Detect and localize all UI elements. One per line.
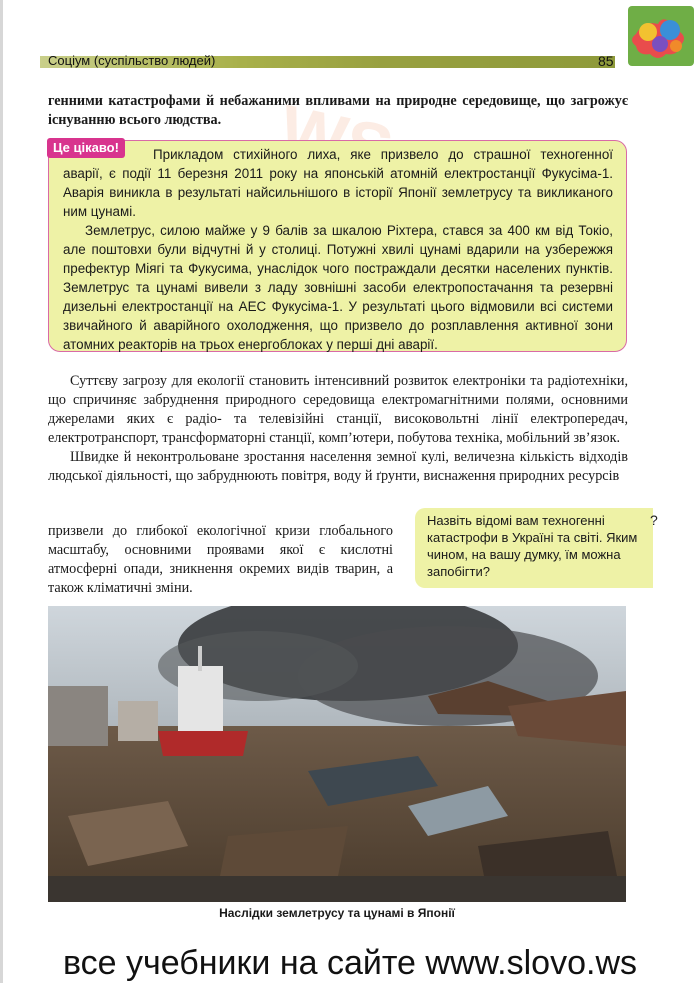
info-box-text <box>63 145 613 354</box>
site-footer: все учебники на сайте www.slovo.ws <box>62 944 637 982</box>
intro-paragraph: генними катастрофами й небажаними впливами на природне середовище, що загрожує існуванню всього людства. <box>48 93 628 128</box>
main-text <box>48 372 628 486</box>
photo-caption: Наслідки землетрусу та цунамі в Японії <box>219 906 455 920</box>
question-mark-icon: ? <box>650 512 658 528</box>
question-text: Назвіть відомі вам техногенні катастрофи в Україні та світі. Яким чином, на вашу думку, їм можна запобігти? <box>427 513 638 579</box>
running-header <box>40 52 640 70</box>
section-title: Соціум (суспільство людей) <box>48 53 216 68</box>
info-paragraph: Прикладом стихійного лиха, яке призвело до страшної техногенної аварії, є події 11 березня 2011 року на японській атомній електростанції Фукусіма-1. Аварія виникла в результаті найсильнішого в історії Японії землетрусу та викликаного ним цунамі. <box>63 147 613 219</box>
puzzle-logo-icon <box>626 4 696 68</box>
page-number: 85 <box>598 53 614 69</box>
question-box <box>415 508 653 588</box>
tsunami-aftermath-photo <box>48 606 626 902</box>
main-paragraph: Швидке й неконтрольоване зростання населення земної кулі, величезна кількість відходів людської діяльності, що забруднюють повітря, воду й ґрунти, виснаження природних ресурсів <box>48 449 628 484</box>
info-box-label: Це цікаво! <box>47 138 125 158</box>
main-paragraph: Суттєву загрозу для екології становить інтенсивний розвиток електроніки та радіотехніки, що спричиняє забруднення природного середовища електромагнітними полями, основними джерелами яких є радіо- та телевізійні станції, високовольтні лінії електропередач, електротранспорт, трансформаторні станції, комп’ютери, побутова техніка, мобільний зв’язок. <box>48 373 628 446</box>
info-box <box>48 140 627 352</box>
info-paragraph: Землетрус, силою майже у 9 балів за шкалою Ріхтера, стався за 400 км від Токіо, але поштовхи були відчутні й у столиці. Потужні хвилі цунамі вдарили на узбережжя префектур Міягі та Фукусима, унаслідок чого постраждали десятки населених пунктів. Землетрус та цунамі вивели з ладу зовнішні засоби електропостачання та резервні дизельні електростанції на АЕС Фукусіма-1. У результаті цього відмовили всі системи звичайного й аварійного охолодження, що призвело до розплавлення активної зони атомних реакторів на трьох енергоблоках у перші дні аварії. <box>63 223 613 352</box>
page-edge <box>0 0 3 983</box>
main-paragraph-continued: призвели до глибокої екологічної кризи глобального масштабу, основними проявами якої є кислотні атмосферні опади, зникнення окремих видів тварин, а також кліматичні зміни. <box>48 523 393 596</box>
